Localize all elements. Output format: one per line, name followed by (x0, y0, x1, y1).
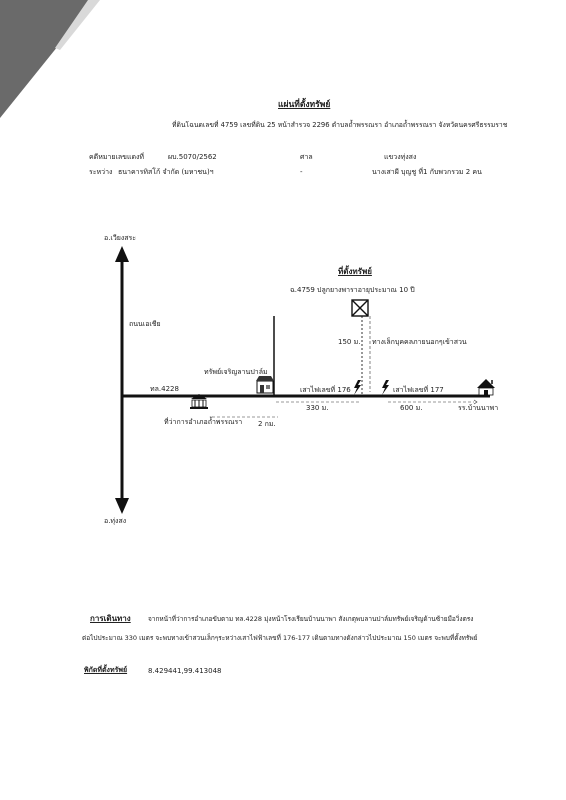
main-road-label: ทล.4228 (150, 385, 179, 393)
arrow-down-icon (115, 498, 129, 514)
court-label: ศาล (300, 153, 313, 161)
directions-label: การเดินทาง (90, 614, 131, 623)
vertical-road-label: ถนนเอเชีย (129, 320, 161, 328)
defendant: นางเสาผี บุญชู ที่1 กับพวกรวม 2 คน (372, 168, 482, 176)
case-no-value: ผบ.5070/2562 (168, 153, 217, 161)
document-subtitle: ที่ดินโฉนดเลขที่ 4759 เลขที่ดิน 25 หน้าสำรวจ 2296 ตำบลถ้ำพรรณรา อำเภอถ้ำพรรณรา จังหวัดนครศรีธรรมราช (172, 121, 508, 129)
case-no-label: คดีหมายเลขแดงที่ (89, 153, 145, 161)
school-icon (477, 379, 495, 395)
distance-600-label: 600 ม. (400, 404, 423, 412)
coordinates-value: 8.429441,99.413048 (148, 667, 222, 675)
coordinates-label: พิกัดที่ตั้งทรัพย์ (84, 666, 128, 674)
distance-2km-label: 2 กม. (258, 420, 276, 428)
document-title: แผ่นที่ตั้งทรัพย์ (278, 100, 331, 110)
distance-330-label: 330 ม. (306, 404, 329, 412)
arrow-up-icon (115, 246, 129, 262)
pole-177-label: เสาไฟเลขที่ 177 (393, 386, 444, 394)
shop-label: ทรัพย์เจริญลานปาล์ม (204, 368, 268, 376)
between-label: ระหว่าง (89, 168, 113, 176)
dash: - (300, 168, 303, 176)
plaintiff: ธนาคารทิสโก้ จำกัด (มหาชน)ฯ (118, 168, 214, 176)
power-pole-177-icon (382, 380, 389, 395)
property-title: ที่ตั้งทรัพย์ (338, 267, 372, 276)
district-office-label: ที่ว่าการอำเภอถ้ำพรรณรา (164, 418, 243, 426)
access-path-description: ทางเล็กบุคคลภายนอกๆเข้าสวน (372, 338, 467, 346)
south-destination-label: อ.ทุ่งสง (104, 517, 127, 525)
school-label: รร.บ้านนาพา (458, 404, 499, 412)
directions-line-1: จากหน้าที่ว่าการอำเภอขับตาม ทล.4228 มุ่งหน้าโรงเรียนบ้านนาพา สังเกตุพบลานปาล์มทรัพย์เจริญด้านซ้ายมือวิ่งตรง (148, 615, 474, 623)
shop-icon (256, 376, 274, 393)
directions-line-2: ต่อไปประมาณ 330 เมตร จะพบทางเข้าสวนเล็กๆระหว่างเสาไฟฟ้าเลขที่ 176-177 เดินตามทางดังกล่าวไปประมาณ 150 เมตร จะพบที่ตั้งทรัพย์ (82, 634, 478, 642)
north-destination-label: อ.เวียงสระ (104, 234, 137, 242)
access-distance-label: 150 ม. (338, 338, 361, 346)
pole-176-label: เสาไฟเลขที่ 176 (300, 386, 351, 394)
court-value: แขวงทุ่งสง (384, 153, 417, 161)
property-description: ฉ.4759 ปลูกยางพาราอายุประมาณ 10 ปี (290, 286, 415, 294)
power-pole-176-icon (354, 380, 361, 395)
